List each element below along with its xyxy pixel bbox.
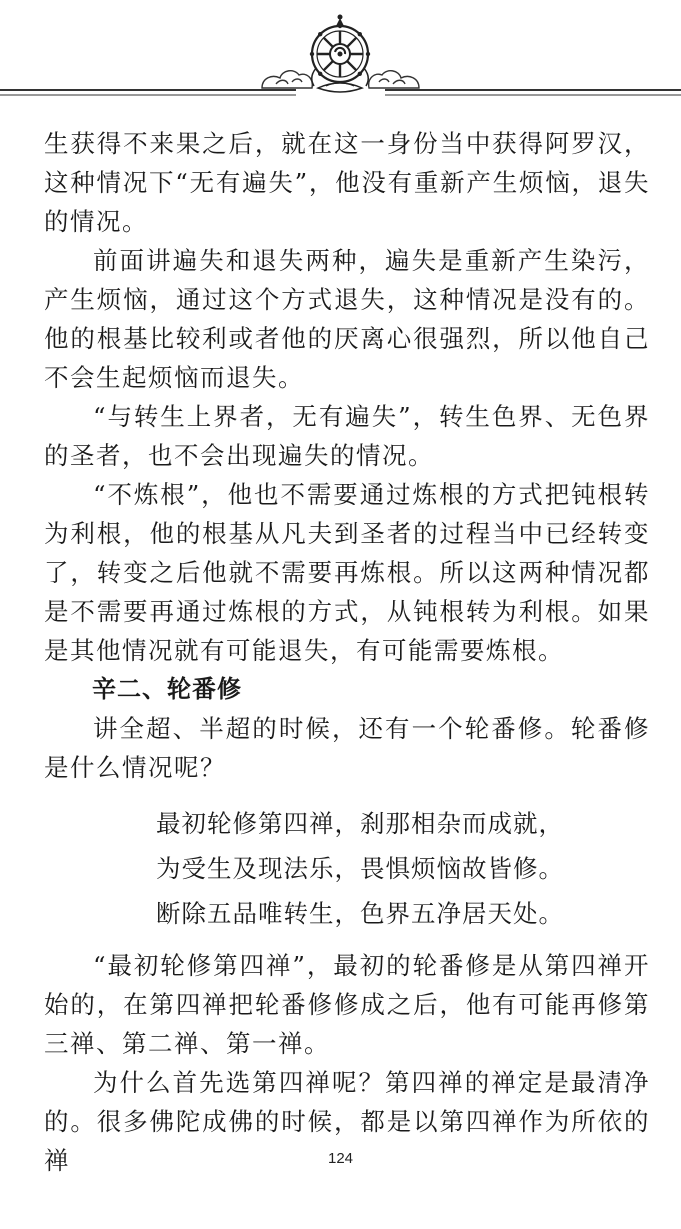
verse-line: 最初轮修第四禅，刹那相杂而成就， — [156, 809, 564, 838]
verse-block — [44, 801, 650, 936]
right-cloud-icon — [369, 71, 419, 88]
paragraph: 为什么首先选第四禅呢？第四禅的禅定是最清净的。很多佛陀成佛的时候，都是以第四禅作为所依的禅 — [44, 1068, 650, 1175]
page-body — [44, 124, 650, 1180]
verse-line: 为受生及现法乐，畏惧烦恼故皆修。 — [156, 854, 564, 883]
paragraph: 生获得不来果之后，就在这一身份当中获得阿罗汉，这种情况下“无有遍失”，他没有重新产生烦恼，退失的情况。 — [44, 129, 650, 236]
paragraph: “不炼根”，他也不需要通过炼根的方式把钝根转为利根，他的根基从凡夫到圣者的过程当中已经转变了，转变之后他就不需要再炼根。所以这两种情况都是不需要再通过炼根的方式，从钝根转为利根。如果是其他情况就有可能退失，有可能需要炼根。 — [44, 480, 650, 665]
paragraph: 前面讲遍失和退失两种，遍失是重新产生染污，产生烦恼，通过这个方式退失，这种情况是没有的。他的根基比较利或者他的厌离心很强烈，所以他自己不会生起烦恼而退失。 — [44, 246, 650, 392]
paragraph: 讲全超、半超的时候，还有一个轮番修。轮番修是什么情况呢？ — [44, 714, 650, 782]
header-ornament — [0, 0, 681, 110]
verse-line: 断除五品唯转生，色界五净居天处。 — [156, 899, 564, 928]
page-number: 124 — [327, 1150, 354, 1167]
paragraph: “最初轮修第四禅”，最初的轮番修是从第四禅开始的，在第四禅把轮番修修成之后，他有可能再修第三禅、第二禅、第一禅。 — [44, 951, 650, 1058]
left-cloud-icon — [262, 71, 312, 88]
section-heading: 辛二、轮番修 — [92, 675, 242, 703]
paragraph: “与转生上界者，无有遍失”，转生色界、无色界的圣者，也不会出现遍失的情况。 — [44, 402, 650, 470]
dharma-wheel-icon — [310, 15, 370, 93]
